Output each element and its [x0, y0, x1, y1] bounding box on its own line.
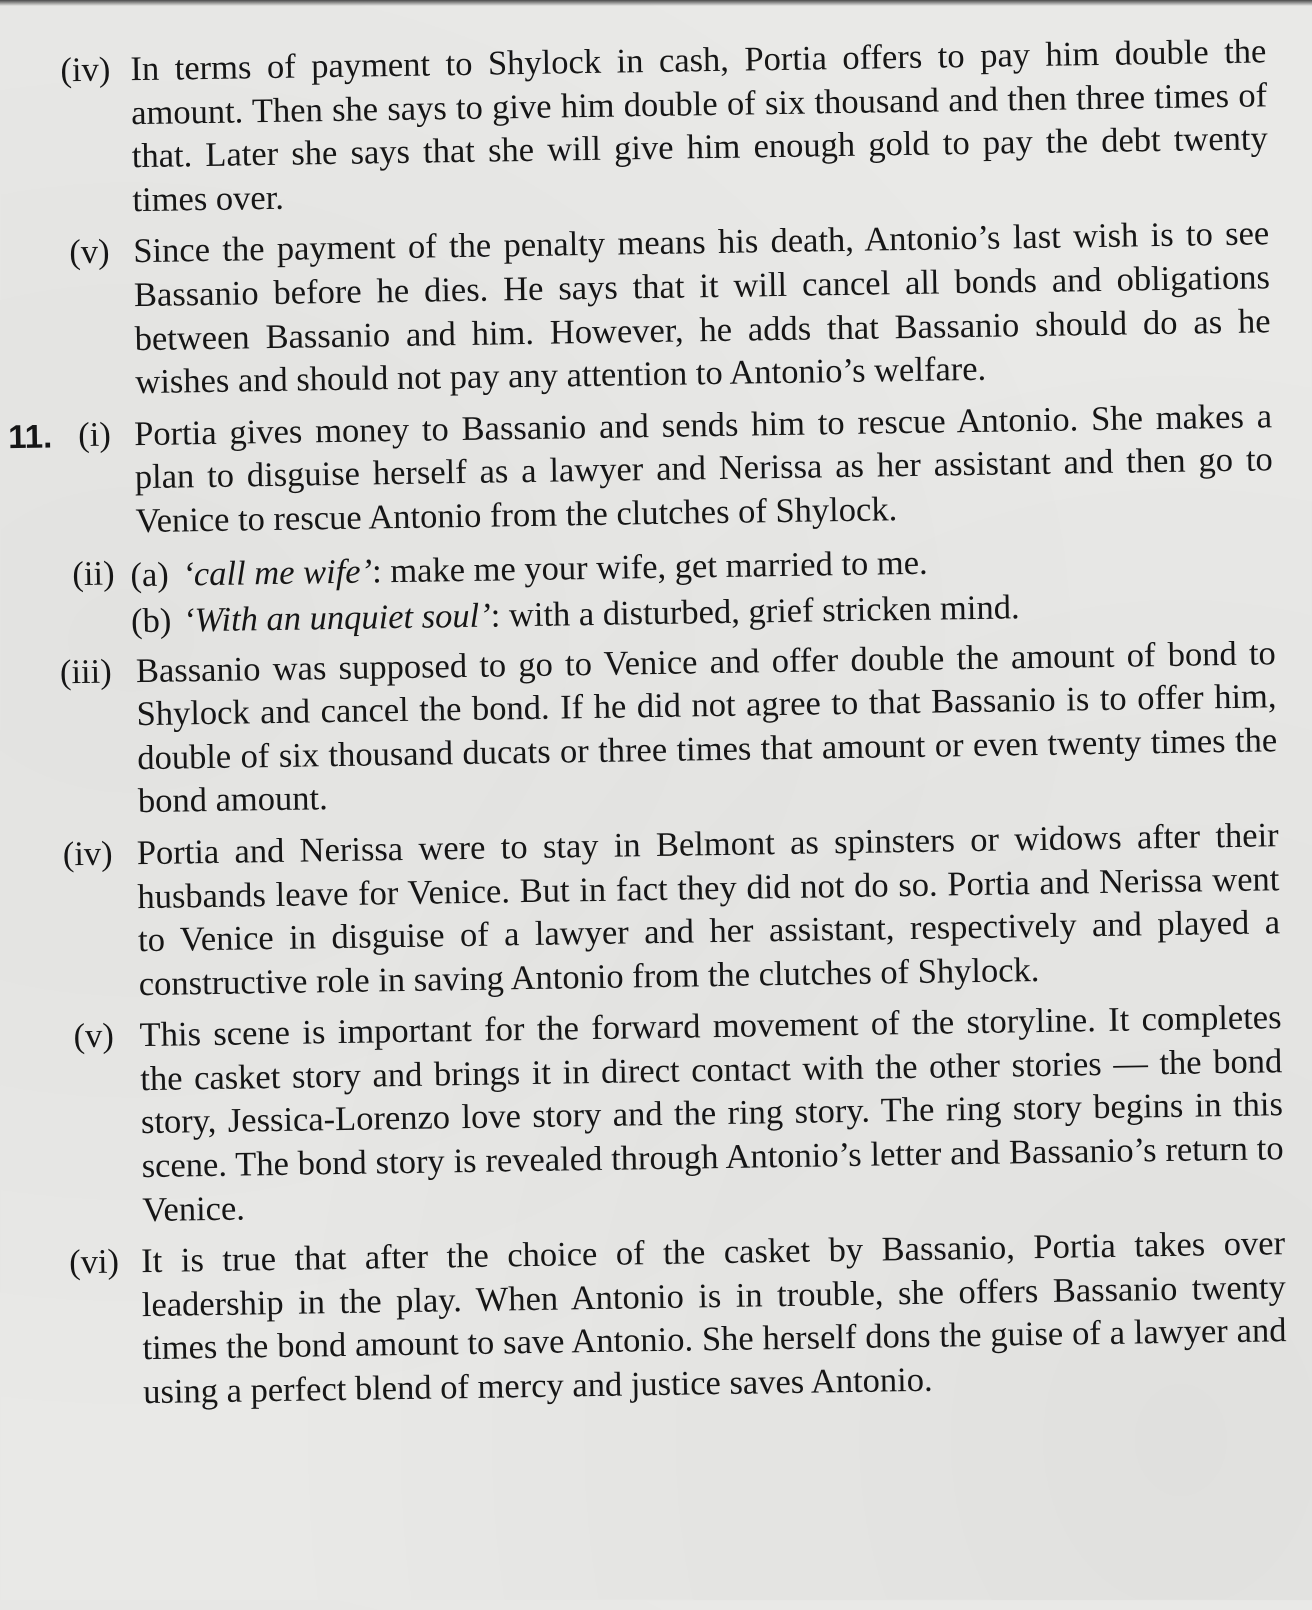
answer-10-v	[0, 213, 1272, 407]
answer-11-v	[3, 996, 1284, 1234]
answer-text: Portia and Nerissa were to stay in Belmont as spinsters or widows after their husbands leave for Venice. But in fact they did not do so. Portia and Nerissa went to Venice in disguise of a lawyer and her assistant, respectively and played a constructive role in saving Antonio from the clutches of Shylock.	[136, 816, 1281, 1003]
term-meaning: : with a disturbed, grief stricken mind.	[490, 587, 1020, 635]
answer-11-ii	[0, 534, 1275, 646]
question-number: 11.	[7, 417, 53, 455]
answer-label: (i)	[77, 415, 112, 454]
quoted-term: ‘With an unquiet soul’	[182, 596, 491, 639]
answer-11-i	[0, 395, 1274, 546]
answer-11-iii	[0, 632, 1278, 826]
answer-text: This scene is important for the forward movement of the storyline. It completes the casket story and brings it in direct contact with the other stories — the bond story, Jessica-Lorenzo love story and the ring story. The ring story begins in this scene. The bond story is revealed through Antonio’s letter and Bassanio’s return to Venice.	[139, 998, 1284, 1229]
answer-label: (v)	[73, 1016, 115, 1056]
answer-text: Since the payment of the penalty means his death, Antonio’s last wish is to see Bassanio before he dies. He says that it will cancel all bonds and obligations between Bassanio and him. However, he adds that Bassanio should do as he wishes and should not pay any attention to Antonio’s welfare.	[133, 214, 1271, 402]
answer-label: (iii)	[59, 652, 112, 691]
answer-text: Portia gives money to Bassanio and sends him to rescue Antonio. She makes a plan to disguise herself as a lawyer and Nerissa as her assistant and then go to Venice to rescue Antonio from the clutches of Shylock.	[133, 397, 1274, 541]
answer-text: Bassanio was supposed to go to Venice and offer double the amount of bond to Shylock and cancel the bond. If he did not agree to that Bassanio is to offer him, double of six thousand ducats or three times that amount or even twenty times the bond amount.	[135, 633, 1278, 821]
answer-11-vi	[7, 1222, 1288, 1416]
answer-label: (v)	[69, 232, 110, 272]
sub-label: (b)	[130, 601, 172, 640]
answer-label: (iv)	[60, 50, 111, 90]
answer-text: In terms of payment to Shylock in cash, Portia offers to pay him double the amount. Then she says to give him double of six thousand and then three times of that. Later she says that she will give him enough gold to pay the debt twenty times over.	[130, 32, 1268, 219]
term-meaning: : make me your wife, get married to me.	[371, 543, 928, 590]
answer-11-iv	[0, 814, 1281, 1008]
answer-text: It is true that after the choice of the casket by Bassanio, Portia takes over leadership in the play. When Antonio is in trouble, she offers Bassanio twenty times the bond amount to save Antonio. She herself dons the guise of a lawyer and using a perfect blend of mercy and justice saves Antonio.	[140, 1224, 1287, 1412]
sub-label: (a)	[130, 555, 169, 594]
answer-10-iv	[0, 30, 1269, 224]
quoted-term: ‘call me wife’	[182, 551, 373, 593]
answer-label: (ii)	[72, 554, 115, 593]
answer-label: (iv)	[62, 834, 113, 874]
answer-label: (vi)	[68, 1242, 120, 1282]
